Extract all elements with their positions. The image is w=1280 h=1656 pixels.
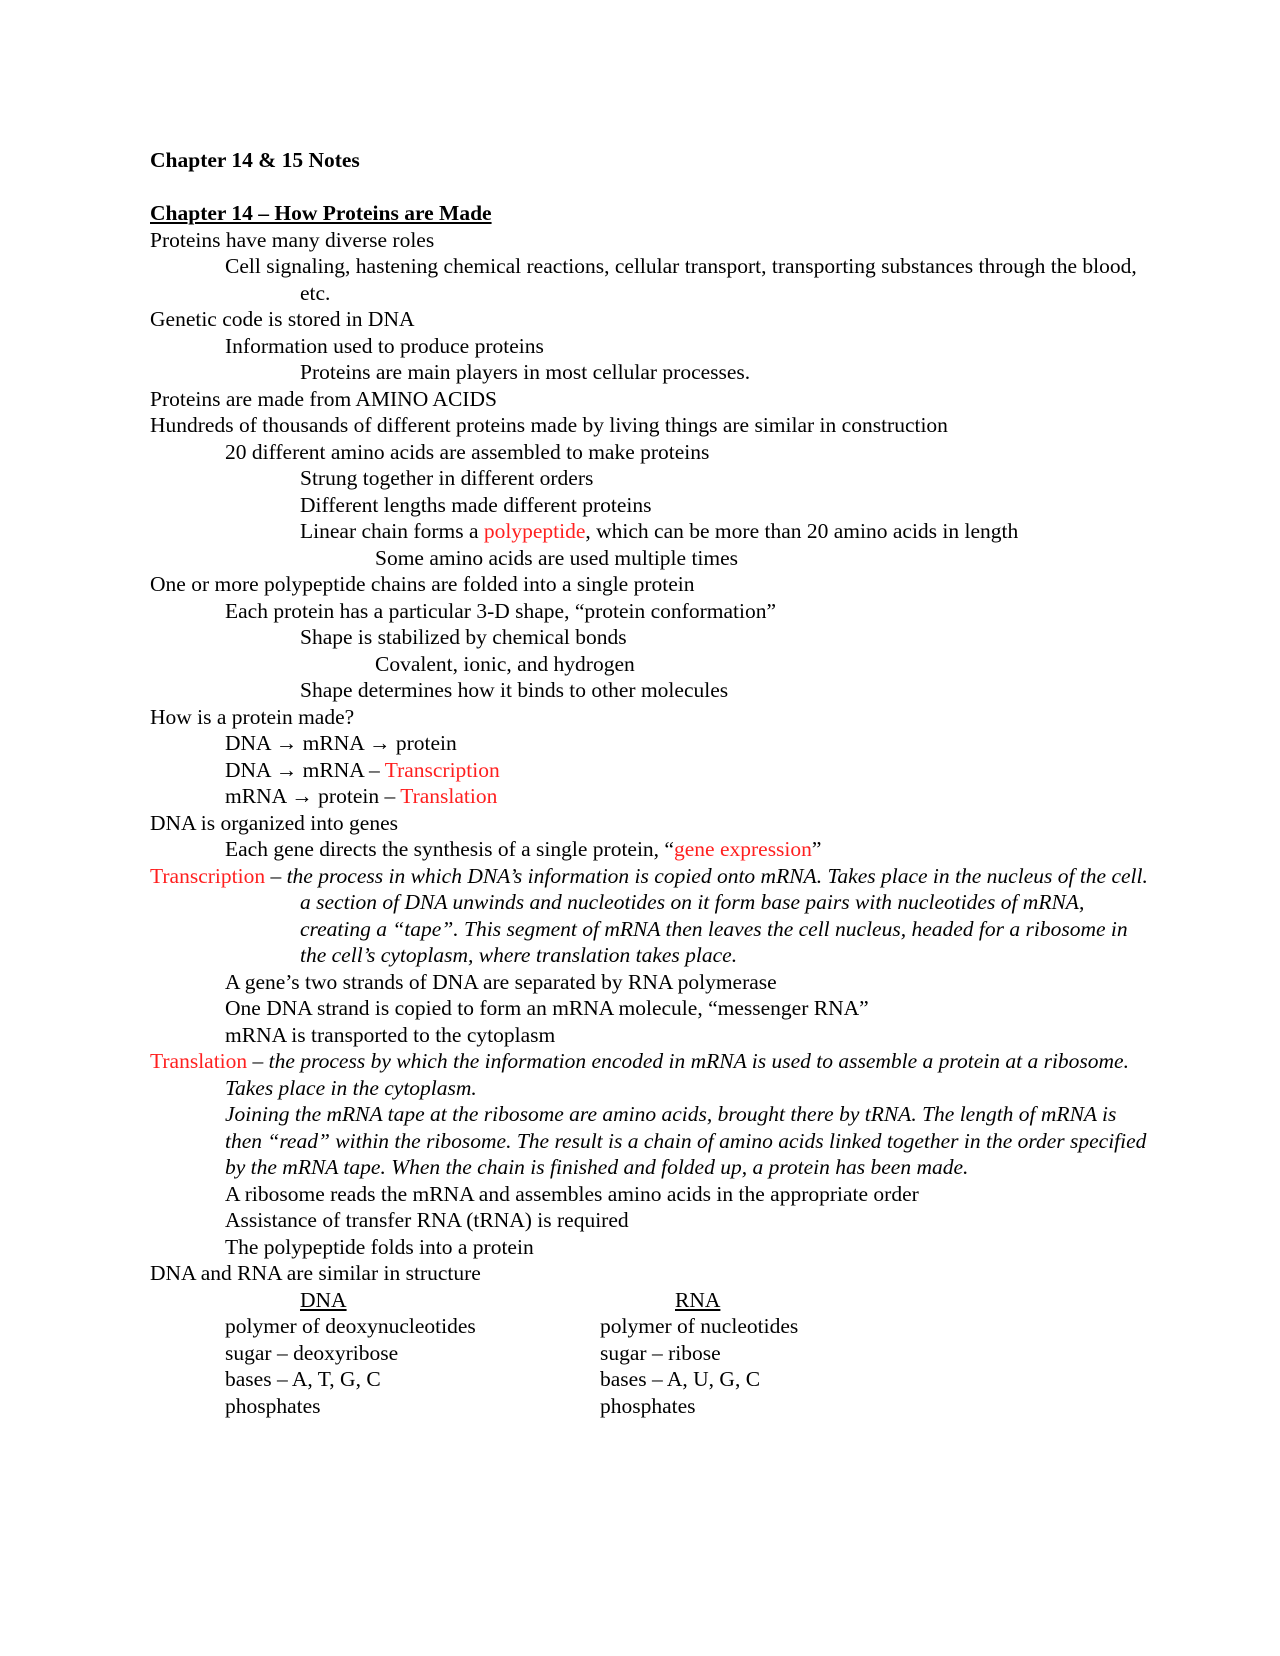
rna-cell: polymer of nucleotides: [600, 1314, 799, 1338]
note-line: Hundreds of thousands of different proteins made by living things are similar in construction: [150, 413, 948, 437]
spacer: [150, 174, 1150, 201]
notes-body: [150, 147, 1150, 1419]
definition-text: the process in which DNA’s information is copied onto mRNA. Takes place in the nucleus of the cell.: [286, 863, 1148, 888]
definition-text: the process by which the information encoded in mRNA is used to assemble a protein at a ribosome. Takes place in the cytoplasm.: [225, 1049, 1129, 1100]
dna-cell: sugar – deoxyribose: [225, 1340, 399, 1365]
note-line: Proteins have many diverse roles: [150, 227, 435, 252]
note-line: The polypeptide folds into a protein: [225, 1234, 534, 1259]
note-line: 20 different amino acids are assembled to make proteins: [225, 439, 710, 464]
note-line: Cell signaling, hastening chemical reactions, cellular transport, transporting substances through the blood, etc.: [225, 254, 1137, 305]
page-title: Chapter 14 & 15 Notes: [150, 148, 360, 172]
note-line: [150, 783, 1150, 810]
note-line: DNA → mRNA → protein: [225, 731, 457, 755]
note-line: Some amino acids are used multiple times: [375, 545, 739, 570]
note-paragraph: Joining the mRNA tape at the ribosome are amino acids, brought there by tRNA. The length of mRNA is then “read” within the ribosome. The result is a chain of amino acids linked together in the order specified by the mRNA tape. When the chain is finished and folded up, a protein has been made.: [225, 1102, 1147, 1179]
dash: –: [247, 1049, 269, 1073]
text: DNA → mRNA –: [225, 757, 385, 782]
section-heading: Chapter 14 – How Proteins are Made: [150, 201, 492, 225]
definition-transcription: [150, 863, 1150, 890]
note-line: Proteins are made from AMINO ACIDS: [150, 386, 497, 411]
dna-header: DNA: [300, 1287, 347, 1312]
definition-translation: [150, 1048, 1150, 1101]
rna-header: RNA: [675, 1287, 721, 1312]
dna-cell: polymer of deoxynucleotides: [225, 1314, 476, 1338]
note-line: One DNA strand is copied to form an mRNA molecule, “messenger RNA”: [225, 996, 869, 1020]
rna-cell: phosphates: [600, 1393, 696, 1418]
note-line: DNA and RNA are similar in structure: [150, 1261, 481, 1285]
note-line: Shape determines how it binds to other molecules: [300, 678, 729, 702]
dna-cell: bases – A, T, G, C: [225, 1367, 381, 1391]
dna-column: [150, 1287, 600, 1420]
note-line: Information used to produce proteins: [225, 333, 544, 358]
rna-cell: sugar – ribose: [600, 1340, 721, 1365]
term-gene-expression: gene expression: [673, 837, 812, 861]
term-translation: Translation: [400, 784, 498, 808]
rna-column: [600, 1287, 1050, 1420]
note-line: One or more polypeptide chains are folded into a single protein: [150, 572, 695, 596]
dash: –: [265, 863, 287, 888]
note-line: [150, 518, 1150, 545]
note-line: Genetic code is stored in DNA: [150, 307, 415, 331]
dna-cell: phosphates: [225, 1393, 321, 1418]
text: Each gene directs the synthesis of a single protein, “: [225, 837, 674, 861]
term-translation: Translation: [150, 1049, 248, 1073]
text: ”: [811, 837, 822, 861]
text: , which can be more than 20 amino acids in length: [585, 519, 1019, 543]
note-line: Different lengths made different proteins: [300, 492, 652, 517]
note-line: Shape is stabilized by chemical bonds: [300, 625, 627, 649]
note-line: Covalent, ionic, and hydrogen: [375, 651, 635, 676]
rna-cell: bases – A, U, G, C: [600, 1367, 761, 1391]
term-polypeptide: polypeptide: [483, 519, 586, 543]
note-line: How is a protein made?: [150, 704, 355, 729]
comparison-table: [150, 1287, 1150, 1420]
note-line: A gene’s two strands of DNA are separated by RNA polymerase: [225, 969, 777, 994]
note-line: Each protein has a particular 3-D shape, “protein conformation”: [225, 598, 777, 623]
note-line: [150, 836, 1150, 863]
note-paragraph: a section of DNA unwinds and nucleotides on it form base pairs with nucleotides of mRNA, creating a “tape”. This segment of mRNA then leaves the cell nucleus, headed for a ribosome in the cell’s cytoplasm, where translation takes place.: [300, 890, 1128, 967]
note-line: Strung together in different orders: [300, 466, 594, 490]
text: mRNA → protein –: [225, 784, 401, 808]
note-line: DNA is organized into genes: [150, 810, 399, 835]
term-transcription: Transcription: [384, 757, 500, 782]
term-transcription: Transcription: [150, 863, 266, 888]
note-line: Proteins are main players in most cellular processes.: [300, 360, 751, 384]
note-line: A ribosome reads the mRNA and assembles amino acids in the appropriate order: [225, 1181, 919, 1206]
note-line: [150, 757, 1150, 784]
note-line: mRNA is transported to the cytoplasm: [225, 1022, 556, 1047]
note-line: Assistance of transfer RNA (tRNA) is required: [225, 1208, 629, 1232]
text: Linear chain forms a: [300, 519, 484, 543]
